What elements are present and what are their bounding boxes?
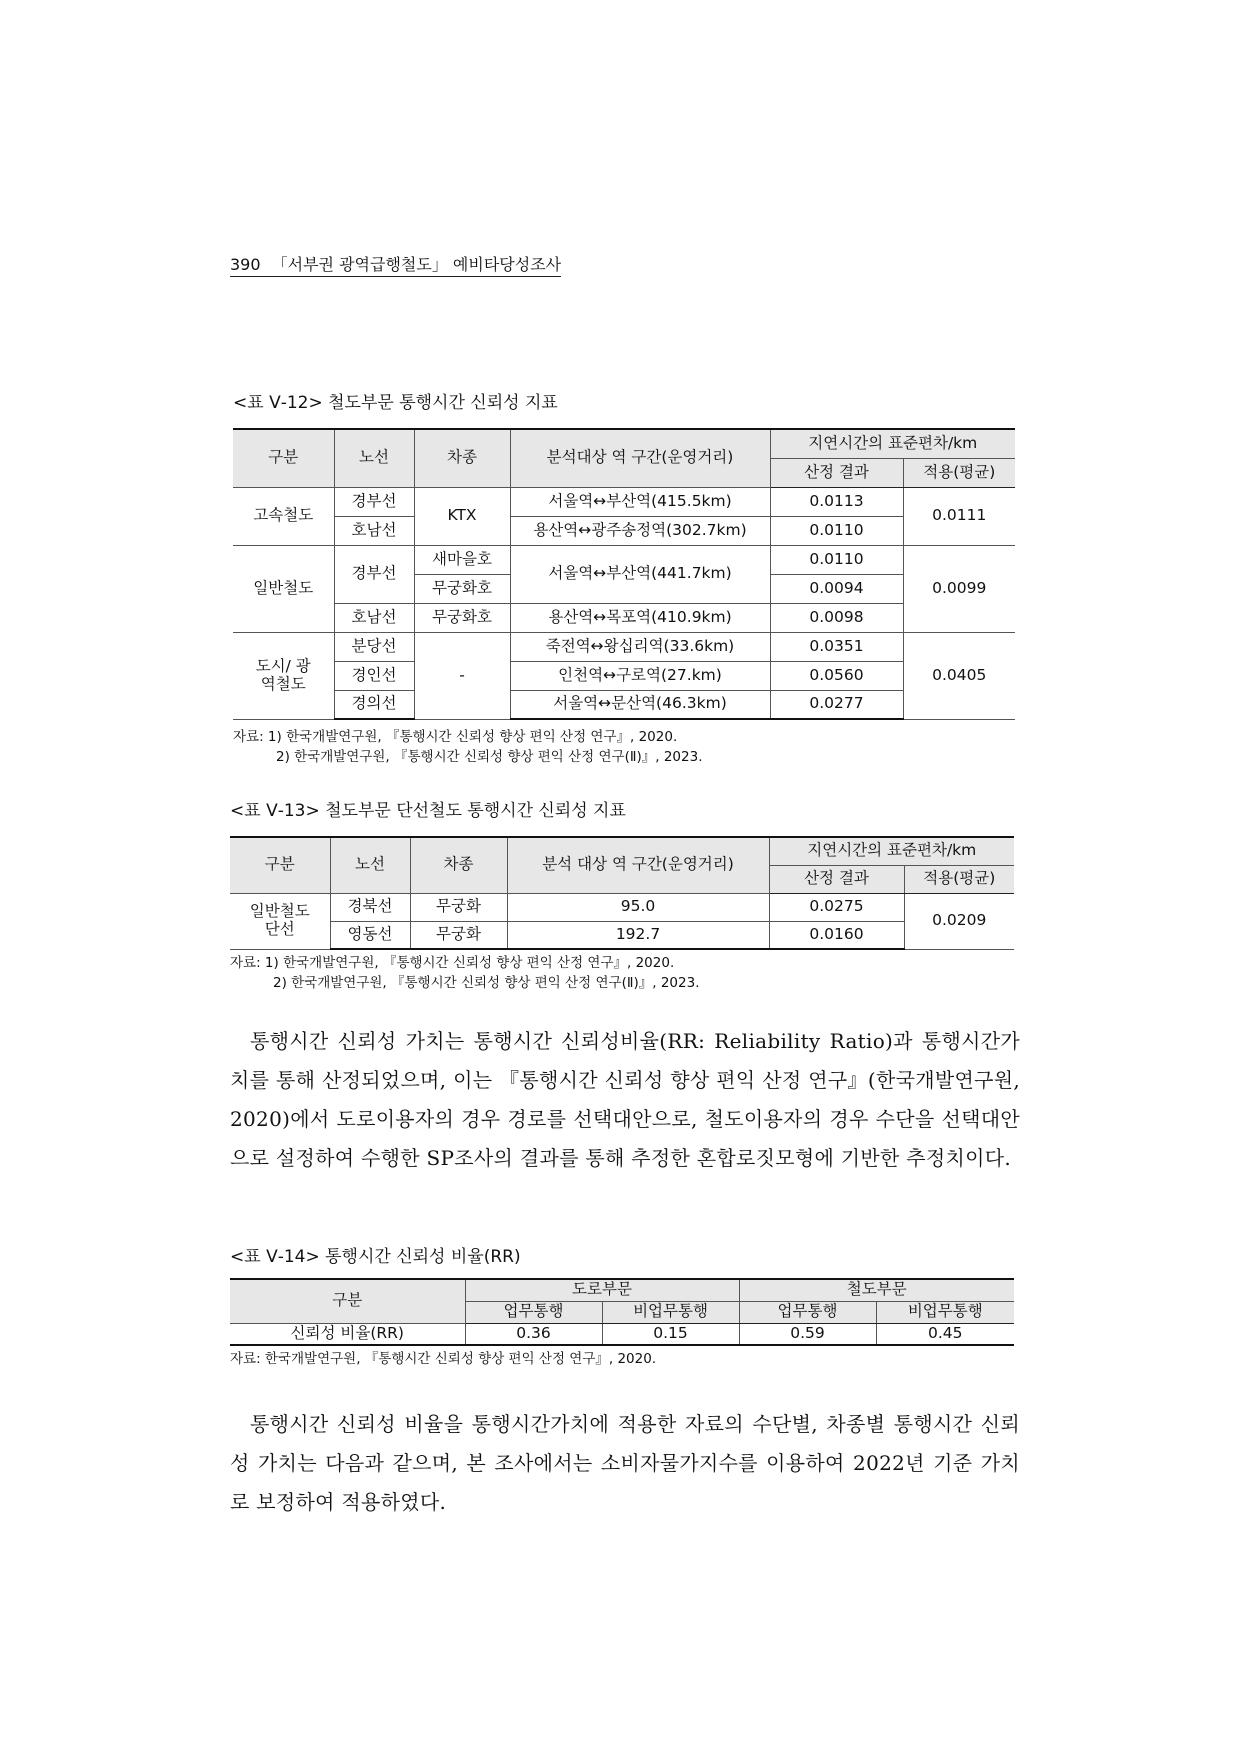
t14-header-road: 도로부문	[465, 1279, 739, 1301]
table-row	[233, 661, 1015, 690]
t13-cell-calc: 0.0160	[769, 921, 904, 949]
table-row	[230, 921, 1014, 949]
t13-header-calc: 산정 결과	[769, 865, 904, 893]
table-row	[230, 1323, 1014, 1345]
body-paragraph: 통행시간 신뢰성 비율을 통행시간가치에 적용한 자료의 수단별, 차종별 통행시간 신뢰성 가치는 다음과 같으며, 본 조사에서는 소비자물가지수를 이용하여 2022년 기준 가치로 보정하여 적용하였다.	[230, 1412, 1020, 1514]
t13-cell-vehicle: 무궁화	[410, 893, 507, 921]
t14-row-label: 신뢰성 비율(RR)	[230, 1323, 465, 1345]
table-row	[233, 545, 1015, 574]
t13-cell-applied: 0.0209	[904, 893, 1014, 949]
running-header	[230, 252, 561, 277]
t12-cell-calc: 0.0098	[770, 603, 903, 632]
t12-header-calc: 산정 결과	[770, 458, 903, 487]
t12-cell-calc: 0.0277	[770, 690, 903, 719]
t12-cell-calc: 0.0560	[770, 661, 903, 690]
t13-header-line: 노선	[330, 837, 410, 893]
t13-header-section: 분석 대상 역 구간(운영거리)	[507, 837, 769, 893]
table12-source	[233, 727, 703, 767]
table-row	[233, 690, 1015, 719]
table12	[233, 428, 1015, 720]
table14	[230, 1278, 1014, 1346]
table13-caption: <표 Ⅴ-13> 철도부문 단선철도 통행시간 신뢰성 지표	[230, 801, 626, 821]
t12-cell-vehicle: 새마을호	[414, 545, 510, 574]
t12-cell-section: 용산역↔목포역(410.9km)	[510, 603, 770, 632]
t12-cell-applied: 0.0111	[903, 487, 1015, 545]
page-number: 390	[230, 255, 261, 274]
t12-cell-line: 호남선	[334, 603, 414, 632]
table-row	[230, 893, 1014, 921]
t14-cell-value: 0.15	[602, 1323, 739, 1345]
table14-source: 자료: 한국개발연구원, 『통행시간 신뢰성 향상 편익 산정 연구』, 2020.	[230, 1351, 657, 1367]
t12-cell-line: 경의선	[334, 690, 414, 719]
t12-header-sd-group: 지연시간의 표준편차/km	[770, 429, 1015, 458]
t13-header-category: 구분	[230, 837, 330, 893]
table-row	[233, 632, 1015, 661]
table14-caption: <표 Ⅴ-14> 통행시간 신뢰성 비율(RR)	[230, 1247, 521, 1267]
t14-header-rail-nonwork: 비업무통행	[876, 1301, 1014, 1323]
table13	[230, 836, 1014, 950]
t13-cell-section: 192.7	[507, 921, 769, 949]
t14-header-rail: 철도부문	[739, 1279, 1014, 1301]
t12-cell-calc: 0.0351	[770, 632, 903, 661]
t12-cell-calc: 0.0113	[770, 487, 903, 516]
document-title: 「서부권 광역급행철도」 예비타당성조사	[271, 255, 562, 274]
t14-header-road-nonwork: 비업무통행	[602, 1301, 739, 1323]
source-line: 2) 한국개발연구원, 『통행시간 신뢰성 향상 편익 산정 연구(Ⅱ)』, 2023.	[273, 975, 700, 991]
t12-cell-vehicle: KTX	[414, 487, 510, 545]
source-line: 2) 한국개발연구원, 『통행시간 신뢰성 향상 편익 산정 연구(Ⅱ)』, 2023.	[276, 749, 703, 765]
source-line: 자료: 1) 한국개발연구원, 『통행시간 신뢰성 향상 편익 산정 연구』, 2020.	[230, 955, 675, 971]
table-row	[233, 487, 1015, 516]
t12-cell-section: 인천역↔구로역(27.km)	[510, 661, 770, 690]
t13-cell-section: 95.0	[507, 893, 769, 921]
table12-caption: <표 Ⅴ-12> 철도부문 통행시간 신뢰성 지표	[233, 393, 558, 413]
t12-header-section: 분석대상 역 구간(운영거리)	[510, 429, 770, 487]
t12-cell-calc: 0.0110	[770, 545, 903, 574]
t12-cell-vehicle: 무궁화호	[414, 603, 510, 632]
t12-group-hsr: 고속철도	[233, 487, 334, 545]
t13-cell-line: 경북선	[330, 893, 410, 921]
t14-cell-value: 0.36	[465, 1323, 602, 1345]
t12-cell-calc: 0.0094	[770, 574, 903, 603]
t13-header-applied: 적용(평균)	[904, 865, 1014, 893]
t14-header-rail-work: 업무통행	[739, 1301, 876, 1323]
t12-cell-line: 분당선	[334, 632, 414, 661]
t13-cell-vehicle: 무궁화	[410, 921, 507, 949]
t13-group: 일반철도 단선	[230, 893, 330, 949]
t12-cell-section: 죽전역↔왕십리역(33.6km)	[510, 632, 770, 661]
t12-cell-section: 서울역↔문산역(46.3km)	[510, 690, 770, 719]
body-paragraph: 통행시간 신뢰성 가치는 통행시간 신뢰성비율(RR: Reliability Ratio)과 통행시간가치를 통해 산정되었으며, 이는 『통행시간 신뢰성 향상 편익 산정 연구』(한국개발연구원, 2020)에서 도로이용자의 경우 경로를 선택대안으로, 철도이용자의 경우 수단을 선택대안으로 설정하여 수행한 SP조사의 결과를 통해 추정한 혼합로짓모형에 기반한 추정치이다.	[230, 1029, 1020, 1170]
t12-header-applied: 적용(평균)	[903, 458, 1015, 487]
t13-cell-calc: 0.0275	[769, 893, 904, 921]
t12-cell-applied: 0.0405	[903, 632, 1015, 719]
t12-cell-section: 서울역↔부산역(415.5km)	[510, 487, 770, 516]
t14-header-road-work: 업무통행	[465, 1301, 602, 1323]
t12-cell-line: 경부선	[334, 545, 414, 603]
t14-cell-value: 0.59	[739, 1323, 876, 1345]
t12-cell-vehicle: 무궁화호	[414, 574, 510, 603]
t12-cell-line: 경인선	[334, 661, 414, 690]
t12-cell-calc: 0.0110	[770, 516, 903, 545]
t14-header-category: 구분	[230, 1279, 465, 1323]
t12-cell-line: 경부선	[334, 487, 414, 516]
t12-group-urban: 도시/ 광역철도	[233, 632, 334, 719]
t14-cell-value: 0.45	[876, 1323, 1014, 1345]
t13-header-vehicle: 차종	[410, 837, 507, 893]
t12-header-vehicle: 차종	[414, 429, 510, 487]
t12-cell-vehicle: -	[414, 632, 510, 719]
t12-cell-line: 호남선	[334, 516, 414, 545]
t12-cell-applied: 0.0099	[903, 545, 1015, 632]
t13-header-sd-group: 지연시간의 표준편차/km	[769, 837, 1014, 865]
t12-cell-section: 서울역↔부산역(441.7km)	[510, 545, 770, 603]
t12-group-regular: 일반철도	[233, 545, 334, 632]
table-row	[233, 516, 1015, 545]
source-line: 자료: 1) 한국개발연구원, 『통행시간 신뢰성 향상 편익 산정 연구』, 2020.	[233, 729, 678, 745]
t12-header-line: 노선	[334, 429, 414, 487]
t13-cell-line: 영동선	[330, 921, 410, 949]
table-row	[233, 603, 1015, 632]
table13-source	[230, 953, 700, 993]
t12-header-category: 구분	[233, 429, 334, 487]
t12-cell-section: 용산역↔광주송정역(302.7km)	[510, 516, 770, 545]
